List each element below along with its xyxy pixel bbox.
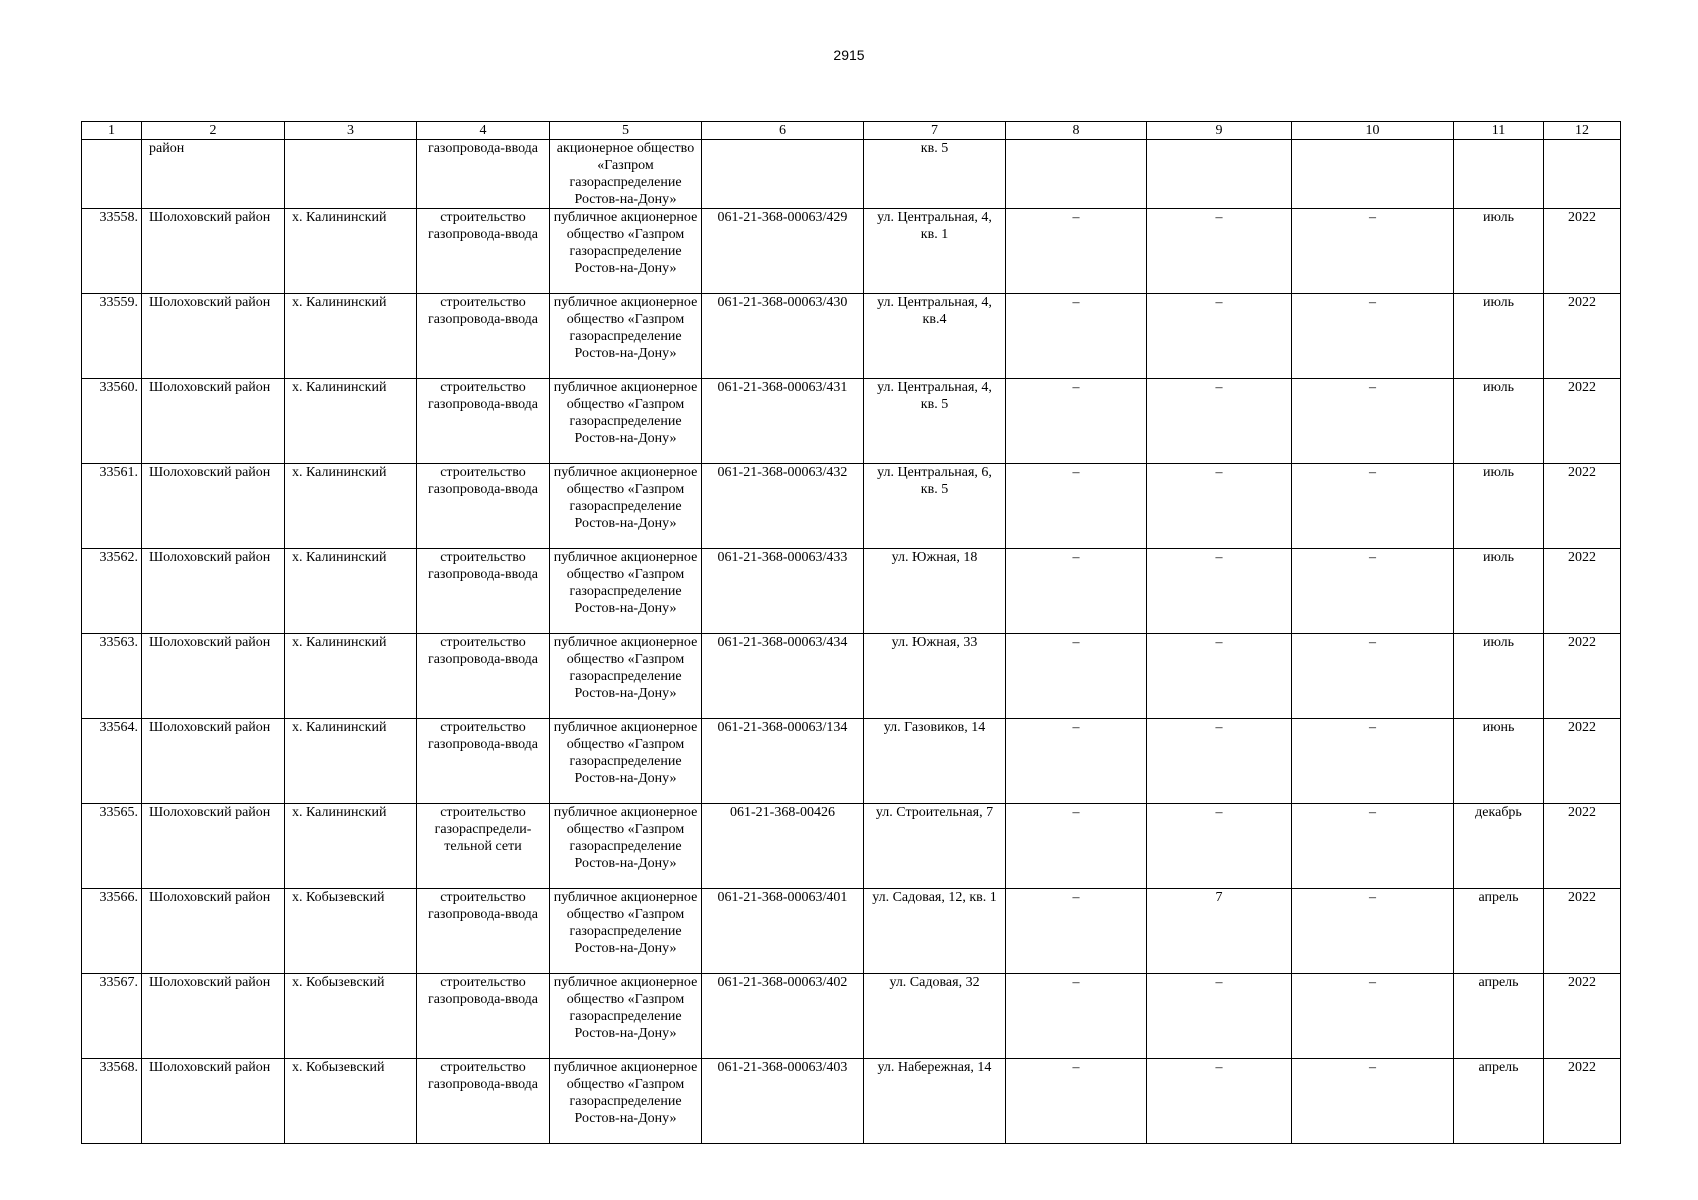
address-cell: ул. Центральная, 4, кв. 1 — [864, 209, 1006, 294]
column-header: 1 — [82, 122, 142, 140]
column-10-cell: – — [1292, 209, 1454, 294]
year-cell: 2022 — [1544, 464, 1621, 549]
address-cell: ул. Садовая, 12, кв. 1 — [864, 889, 1006, 974]
district-cell: Шолоховский район — [142, 379, 285, 464]
table-row — [82, 974, 1621, 1059]
column-10-cell: – — [1292, 719, 1454, 804]
month-cell: апрель — [1454, 889, 1544, 974]
column-header: 12 — [1544, 122, 1621, 140]
year-cell — [1544, 140, 1621, 209]
object-code-cell: 061-21-368-00063/429 — [702, 209, 864, 294]
work-type-cell: строительство газопровода-ввода — [417, 294, 550, 379]
year-cell: 2022 — [1544, 804, 1621, 889]
organization-cell: публичное акционерное общество «Газпром газораспределение Ростов-на-Дону» — [550, 294, 702, 379]
month-cell: июнь — [1454, 719, 1544, 804]
column-header: 2 — [142, 122, 285, 140]
column-9-cell: – — [1147, 719, 1292, 804]
column-8-cell: – — [1006, 209, 1147, 294]
column-9-cell — [1147, 140, 1292, 209]
work-type-cell: строительство газопровода-ввода — [417, 1059, 550, 1144]
month-cell: апрель — [1454, 1059, 1544, 1144]
column-8-cell: – — [1006, 719, 1147, 804]
address-cell: ул. Газовиков, 14 — [864, 719, 1006, 804]
column-9-cell: – — [1147, 1059, 1292, 1144]
table-row — [82, 140, 1621, 209]
work-type-cell: строительство газораспредели-тельной сети — [417, 804, 550, 889]
column-10-cell: – — [1292, 804, 1454, 889]
column-9-cell: – — [1147, 379, 1292, 464]
column-10-cell: – — [1292, 294, 1454, 379]
object-code-cell — [702, 140, 864, 209]
settlement-cell: х. Кобызевский — [285, 889, 417, 974]
column-header: 4 — [417, 122, 550, 140]
object-code-cell: 061-21-368-00063/403 — [702, 1059, 864, 1144]
month-cell: декабрь — [1454, 804, 1544, 889]
column-9-cell: – — [1147, 549, 1292, 634]
table-row — [82, 209, 1621, 294]
table-row — [82, 464, 1621, 549]
column-9-cell: – — [1147, 294, 1292, 379]
row-number: 33564. — [82, 719, 142, 804]
object-code-cell: 061-21-368-00063/434 — [702, 634, 864, 719]
month-cell — [1454, 140, 1544, 209]
column-9-cell: – — [1147, 634, 1292, 719]
month-cell: июль — [1454, 294, 1544, 379]
column-9-cell: – — [1147, 464, 1292, 549]
row-number — [82, 140, 142, 209]
row-number: 33565. — [82, 804, 142, 889]
column-9-cell: – — [1147, 209, 1292, 294]
column-8-cell: – — [1006, 549, 1147, 634]
organization-cell: акционерное общество «Газпром газораспределение Ростов-на-Дону» — [550, 140, 702, 209]
column-8-cell: – — [1006, 294, 1147, 379]
district-cell: Шолоховский район — [142, 804, 285, 889]
column-header: 7 — [864, 122, 1006, 140]
district-cell: Шолоховский район — [142, 1059, 285, 1144]
object-code-cell: 061-21-368-00063/432 — [702, 464, 864, 549]
column-10-cell: – — [1292, 974, 1454, 1059]
object-code-cell: 061-21-368-00063/134 — [702, 719, 864, 804]
work-type-cell: строительство газопровода-ввода — [417, 634, 550, 719]
settlement-cell — [285, 140, 417, 209]
district-cell: район — [142, 140, 285, 209]
address-cell: ул. Набережная, 14 — [864, 1059, 1006, 1144]
row-number: 33567. — [82, 974, 142, 1059]
column-header: 11 — [1454, 122, 1544, 140]
table-row — [82, 889, 1621, 974]
column-8-cell: – — [1006, 379, 1147, 464]
column-8-cell — [1006, 140, 1147, 209]
column-10-cell — [1292, 140, 1454, 209]
month-cell: июль — [1454, 209, 1544, 294]
page-number: 2915 — [833, 47, 865, 63]
settlement-cell: х. Калининский — [285, 719, 417, 804]
column-8-cell: – — [1006, 634, 1147, 719]
year-cell: 2022 — [1544, 974, 1621, 1059]
address-cell: ул. Садовая, 32 — [864, 974, 1006, 1059]
organization-cell: публичное акционерное общество «Газпром газораспределение Ростов-на-Дону» — [550, 209, 702, 294]
work-type-cell: строительство газопровода-ввода — [417, 974, 550, 1059]
address-cell: ул. Центральная, 6, кв. 5 — [864, 464, 1006, 549]
organization-cell: публичное акционерное общество «Газпром газораспределение Ростов-на-Дону» — [550, 634, 702, 719]
table-row — [82, 549, 1621, 634]
column-header: 10 — [1292, 122, 1454, 140]
year-cell: 2022 — [1544, 294, 1621, 379]
column-header: 6 — [702, 122, 864, 140]
column-10-cell: – — [1292, 889, 1454, 974]
month-cell: июль — [1454, 634, 1544, 719]
column-10-cell: – — [1292, 634, 1454, 719]
column-number-row — [82, 122, 1621, 140]
year-cell: 2022 — [1544, 719, 1621, 804]
row-number: 33559. — [82, 294, 142, 379]
row-number: 33568. — [82, 1059, 142, 1144]
month-cell: июль — [1454, 464, 1544, 549]
settlement-cell: х. Калининский — [285, 379, 417, 464]
column-10-cell: – — [1292, 464, 1454, 549]
address-cell: ул. Центральная, 4, кв. 5 — [864, 379, 1006, 464]
column-header: 5 — [550, 122, 702, 140]
organization-cell: публичное акционерное общество «Газпром газораспределение Ростов-на-Дону» — [550, 379, 702, 464]
month-cell: июль — [1454, 549, 1544, 634]
row-number: 33560. — [82, 379, 142, 464]
district-cell: Шолоховский район — [142, 889, 285, 974]
district-cell: Шолоховский район — [142, 719, 285, 804]
work-type-cell: строительство газопровода-ввода — [417, 209, 550, 294]
row-number: 33563. — [82, 634, 142, 719]
table-row — [82, 634, 1621, 719]
address-cell: кв. 5 — [864, 140, 1006, 209]
column-8-cell: – — [1006, 804, 1147, 889]
address-cell: ул. Южная, 33 — [864, 634, 1006, 719]
column-9-cell: – — [1147, 974, 1292, 1059]
column-9-cell: – — [1147, 804, 1292, 889]
settlement-cell: х. Калининский — [285, 294, 417, 379]
settlement-cell: х. Калининский — [285, 549, 417, 634]
organization-cell: публичное акционерное общество «Газпром газораспределение Ростов-на-Дону» — [550, 1059, 702, 1144]
work-type-cell: строительство газопровода-ввода — [417, 719, 550, 804]
settlement-cell: х. Калининский — [285, 464, 417, 549]
month-cell: июль — [1454, 379, 1544, 464]
year-cell: 2022 — [1544, 549, 1621, 634]
month-cell: апрель — [1454, 974, 1544, 1059]
row-number: 33558. — [82, 209, 142, 294]
district-cell: Шолоховский район — [142, 294, 285, 379]
work-type-cell: строительство газопровода-ввода — [417, 379, 550, 464]
table-row — [82, 294, 1621, 379]
district-cell: Шолоховский район — [142, 464, 285, 549]
register-table — [81, 121, 1621, 1144]
organization-cell: публичное акционерное общество «Газпром газораспределение Ростов-на-Дону» — [550, 549, 702, 634]
organization-cell: публичное акционерное общество «Газпром газораспределение Ростов-на-Дону» — [550, 974, 702, 1059]
table-row — [82, 804, 1621, 889]
column-header: 8 — [1006, 122, 1147, 140]
object-code-cell: 061-21-368-00063/401 — [702, 889, 864, 974]
column-10-cell: – — [1292, 549, 1454, 634]
settlement-cell: х. Калининский — [285, 209, 417, 294]
organization-cell: публичное акционерное общество «Газпром газораспределение Ростов-на-Дону» — [550, 889, 702, 974]
year-cell: 2022 — [1544, 634, 1621, 719]
table-row — [82, 379, 1621, 464]
column-8-cell: – — [1006, 889, 1147, 974]
object-code-cell: 061-21-368-00063/431 — [702, 379, 864, 464]
district-cell: Шолоховский район — [142, 209, 285, 294]
settlement-cell: х. Кобызевский — [285, 1059, 417, 1144]
settlement-cell: х. Кобызевский — [285, 974, 417, 1059]
organization-cell: публичное акционерное общество «Газпром газораспределение Ростов-на-Дону» — [550, 719, 702, 804]
column-8-cell: – — [1006, 1059, 1147, 1144]
work-type-cell: газопровода-ввода — [417, 140, 550, 209]
column-header: 3 — [285, 122, 417, 140]
table-row — [82, 1059, 1621, 1144]
column-10-cell: – — [1292, 1059, 1454, 1144]
work-type-cell: строительство газопровода-ввода — [417, 889, 550, 974]
object-code-cell: 061-21-368-00426 — [702, 804, 864, 889]
column-header: 9 — [1147, 122, 1292, 140]
row-number: 33562. — [82, 549, 142, 634]
year-cell: 2022 — [1544, 209, 1621, 294]
address-cell: ул. Центральная, 4, кв.4 — [864, 294, 1006, 379]
row-number: 33566. — [82, 889, 142, 974]
district-cell: Шолоховский район — [142, 549, 285, 634]
object-code-cell: 061-21-368-00063/402 — [702, 974, 864, 1059]
work-type-cell: строительство газопровода-ввода — [417, 464, 550, 549]
work-type-cell: строительство газопровода-ввода — [417, 549, 550, 634]
year-cell: 2022 — [1544, 379, 1621, 464]
settlement-cell: х. Калининский — [285, 804, 417, 889]
column-9-cell: 7 — [1147, 889, 1292, 974]
table-row — [82, 719, 1621, 804]
object-code-cell: 061-21-368-00063/430 — [702, 294, 864, 379]
address-cell: ул. Южная, 18 — [864, 549, 1006, 634]
column-8-cell: – — [1006, 464, 1147, 549]
object-code-cell: 061-21-368-00063/433 — [702, 549, 864, 634]
district-cell: Шолоховский район — [142, 974, 285, 1059]
year-cell: 2022 — [1544, 1059, 1621, 1144]
settlement-cell: х. Калининский — [285, 634, 417, 719]
organization-cell: публичное акционерное общество «Газпром газораспределение Ростов-на-Дону» — [550, 464, 702, 549]
organization-cell: публичное акционерное общество «Газпром газораспределение Ростов-на-Дону» — [550, 804, 702, 889]
district-cell: Шолоховский район — [142, 634, 285, 719]
column-8-cell: – — [1006, 974, 1147, 1059]
column-10-cell: – — [1292, 379, 1454, 464]
address-cell: ул. Строительная, 7 — [864, 804, 1006, 889]
year-cell: 2022 — [1544, 889, 1621, 974]
row-number: 33561. — [82, 464, 142, 549]
